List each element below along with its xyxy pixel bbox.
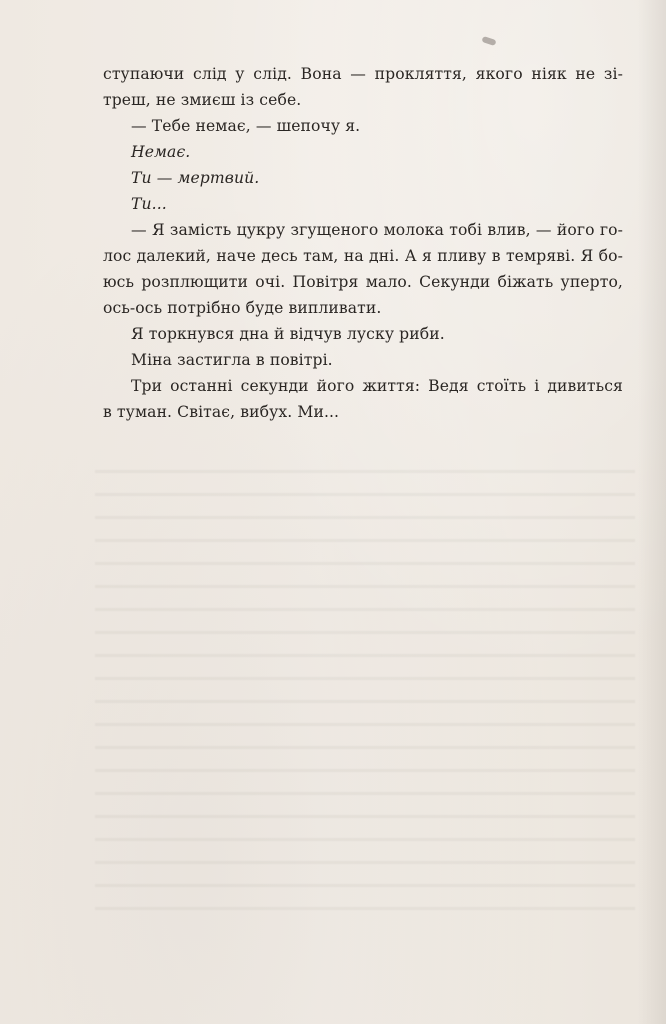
text-line: Немає. (131, 143, 191, 161)
page-gutter-shadow (638, 0, 666, 1024)
text-line: треш, не змиєш із себе. (103, 91, 302, 109)
text-line: — Тебе немає, — шепочу я. (131, 117, 361, 135)
text-line: — Я замість цукру згущеного молока тобі влив, — його го- (131, 221, 623, 239)
ink-smudge (481, 36, 496, 46)
body-text (103, 61, 623, 425)
text-line: лос далекий, наче десь там, на дні. А я пливу в темряві. Я бо- (103, 247, 623, 265)
text-line: юсь розплющити очі. Повітря мало. Секунди біжать уперто, (103, 273, 623, 291)
text-line: Ти — мертвий. (131, 169, 260, 187)
text-line: ось-ось потрібно буде випливати. (103, 299, 382, 317)
text-line: Ти... (131, 195, 167, 213)
text-line: Міна застигла в повітрі. (131, 351, 333, 369)
text-line: в туман. Світає, вибух. Ми... (103, 403, 340, 421)
text-line: Я торкнувся дна й відчув луску риби. (131, 325, 445, 343)
show-through-text (95, 470, 635, 910)
text-line: Три останні секунди його життя: Ведя стоїть і дивиться (131, 377, 623, 395)
text-line: ступаючи слід у слід. Вона — прокляття, якого ніяк не зі- (103, 65, 623, 83)
